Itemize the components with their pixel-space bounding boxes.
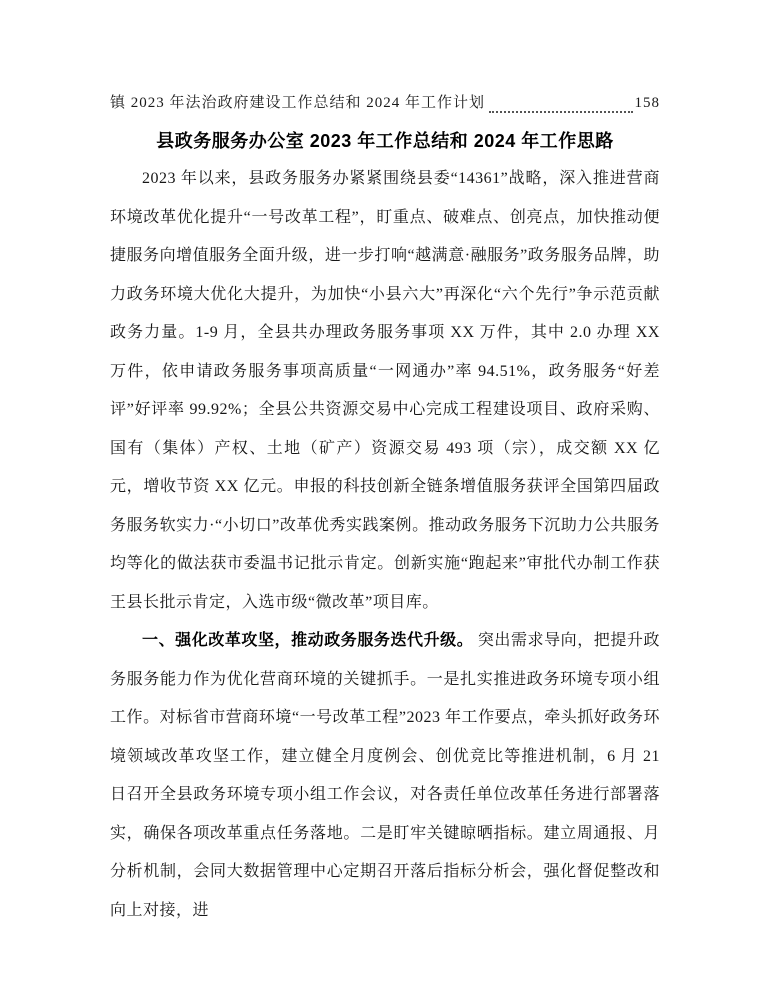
section-1-heading: 一、强化改革攻坚，推动政务服务迭代升级。 — [142, 632, 474, 649]
toc-leader-dots — [489, 111, 632, 113]
paragraph-overview-text: 2023 年以来，县政务服务办紧紧围绕县委“14361”战略，深入推进营商环境改革优化提升“一号改革工程”，盯重点、破难点、创亮点，加快推动便捷服务向增值服务全面升级，进一步打响“越满意·融服务”政务服务品牌，助力政务环境大优化大提升，为加快“小县六大”再深化“六个先行”争示范贡献政务力量。1-9 月，全县共办理政务服务事项 XX 万件，其中 2.0 办理 XX 万件，依申请政务服务事项高质量“一网通办”率 94.51%，政务服务“好差评”好评率 99.92%；全县公共资源交易中心完成工程建设项目、政府采购、国有（集体）产权、土地（矿产）资源交易 493 项（宗），成交额 XX 亿元，增收节资 XX 亿元。申报的科技创新全链条增值服务获评全国第四届政务服务软实力·“小切口”改革优秀实践案例。推动政务服务下沉助力公共服务均等化的做法获市委温书记批示肯定。创新实施“跑起来”审批代办制工作获王县长批示肯定，入选市级“微改革”项目库。 — [110, 170, 660, 611]
toc-entry-title: 镇 2023 年法治政府建设工作总结和 2024 年工作计划 — [110, 95, 486, 111]
toc-page-number: 158 — [634, 95, 660, 111]
paragraph-overview — [110, 160, 660, 622]
toc-entry — [110, 84, 660, 122]
section-1-body-text: 突出需求导向，把提升政务服务能力作为优化营商环境的关键抓手。一是扎实推进政务环境专项小组工作。对标省市营商环境“一号改革工程”2023 年工作要点，牵头抓好政务环境领域改革攻坚工作，建立健全月度例会、创优竞比等推进机制，6 月 21 日召开全县政务环境专项小组工作会议，对各责任单位改革任务进行部署落实，确保各项改革重点任务落地。二是盯牢关键晾晒指标。建立周通报、月分析机制，会同大数据管理中心定期召开落后指标分析会，强化督促整改和向上对接，进 — [110, 632, 660, 919]
paragraph-section-1 — [110, 622, 660, 930]
document-body — [110, 160, 660, 930]
document-title: 县政务服务办公室 2023 年工作总结和 2024 年工作思路 — [156, 131, 614, 151]
